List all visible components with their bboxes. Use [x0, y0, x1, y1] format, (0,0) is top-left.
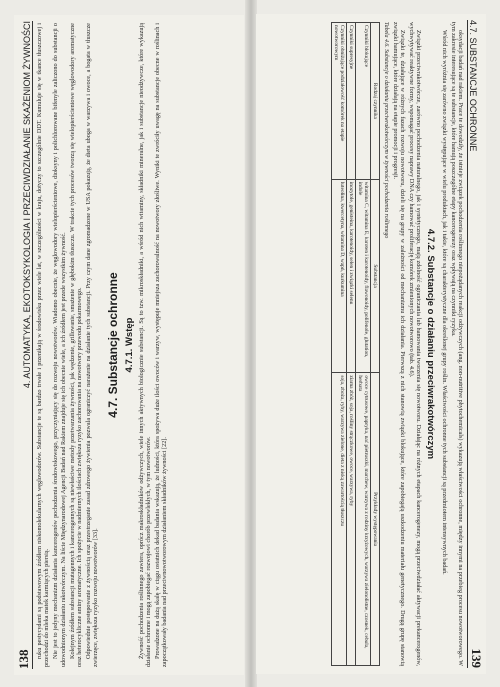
left-body	[36, 23, 238, 667]
right-paragraph: oksydacji badań nad rakiem. Prace te dowodziły, że istnieje związek pochodzenia roślinnego niepożądanych reakcji odżywczych (ang. non-nutritive phytochemicals) wykazują właściwości ochronne, między innymi na przebieg procesu nowotworowego. W tym zakresie interesujące są te substancje, które hamują poszczególne etapy kancerogenezy oraz wpływają na czynniki ryzyka.	[449, 22, 464, 666]
section-heading-4-7-2: 4.7.2. Substancje o działaniu przeciwrakotwórczym	[425, 228, 437, 460]
subsection-heading-4-7-1: 4.7.1. Wstęp	[123, 317, 135, 373]
left-page-number: 138	[16, 649, 31, 669]
table-cell: witamina C, witamina E, karoten i karotenoidy, flawonoidy, polifenole, glutation, indole	[356, 179, 371, 373]
left-paragraph: Nie jest to jedyny mechanizm działania kancerogenów pochodzenia środowiskowego, przyczyniający się do rozwoju nowotworów. Wiadomo obecnie, że węglowodory wielopierścieniowe, dioksyny i polichlorowane bifenyle zaliczono do substancji o udowodnionym działaniu rakotwórczym. Na liście Międzynarodowej Agencji Badań nad Rakiem znajduje się ich obecnie wiele, a ich źródłem jest przede wszystkim żywność.	[52, 23, 67, 667]
right-running-head	[467, 20, 482, 668]
table-cell: luteolina, kwercetyna, witamina D, wapń, kurkumina	[332, 179, 347, 373]
right-running-title: 4.7. SUBSTANCJE OCHRONNE	[468, 20, 478, 152]
table-cell: Czynniki blokujące	[356, 23, 371, 180]
table-cell: owoce cytrusowe, papryka, nać pietruszki, marchew, warzywa z rodziny krzyżowych, warzywa zielonolistne, czosnek, cebula, herbata	[356, 373, 371, 666]
table-cell: Czynniki supresyjne	[347, 23, 356, 180]
right-paragraph: Związki te, działające w różnych fazach rozwoju nowotworu, dzieli się na grupy w zależności od mechanizmu ich działania. Pierwszą z nich stanowią związki blokujące, które zapobiegają uszkodzeniu materiału genetycznego. Drugą grupę stanowią związki hamujące, które działają na etapie promocji i progresji.	[391, 22, 406, 666]
intro-paragraph: Żywność pochodzenia roślinnego zawiera, oprócz makroskładników odżywczych, wiele innych aktywnych biologicznie substancji. Są to tzw. mikroskładniki, a wśród nich witaminy, składniki mineralne, jak i substancje nieodżywcze, które wykazują działanie ochronne i mogą zapobiegać rozwojowi chorób przewlekłych, w tym nowotworów.	[137, 23, 152, 667]
table-cell: ziarna zbóż, soja, rośliny strączkowe, owoce, warzywa, ryby	[347, 373, 356, 666]
table-cell: inozytole, genisteina, karotenoidy, selen i związki selenu	[347, 179, 356, 373]
table-caption: Tabela 4.6. Substancje o działaniu przeciwrakotwórczym w żywności pochodzenia roślinnego	[382, 22, 389, 239]
left-running-head	[18, 21, 33, 669]
table-row	[347, 23, 356, 666]
right-page-number: 139	[469, 648, 484, 668]
table-header-cell: Substancja	[371, 179, 380, 373]
right-body	[262, 22, 464, 666]
left-paragraph: Kolejnym źródłem substancji mutagennych i kancerogennych są niewłaściwe metody przetwarzania żywności, jak wędzenie, grillowanie, smażenie w głębokim tłuszczu. W trakcie tych procesów tworzą się wielopierścieniowe węglowodory aromatyczne oraz heterocykliczne aminy aromatyczne. Ich spożycie w nadmiernych ilościach zwiększa ryzyko zachorowania na nowotwory przewodu pokarmowego.	[68, 23, 84, 667]
left-running-title: 4. AUTOMATYKA, EKOTOKSYKOLOGIA I PRZECIWDZIAŁANIE SKAŻENIOM ŻYWNOŚCI	[22, 21, 32, 389]
table-header-cell: Przykłady występowania	[371, 373, 380, 666]
table-header-cell: Rodzaj czynnika	[371, 23, 380, 180]
substances-table	[331, 22, 380, 666]
table-cell: soja, zboża, ryby, warzywa zielone, dieta z niską zawartością tłuszczu	[332, 373, 347, 666]
table-cell: Czynniki obniżające podziałowość komórek na etapie nowotworowym	[332, 23, 347, 180]
left-paragraph: Odpowiednie postępowanie z żywnością oraz przestrzeganie zasad zdrowego żywienia pozwala ograniczyć narażenie na działanie tych substancji. Przy czym dane zgromadzone w USA pokazują, że dieta uboga w warzywa i owoce, a bogata w tłuszcze zwierzęce, zwiększa ryzyko rozwoju nowotworów [33].	[85, 23, 100, 667]
table-row	[332, 23, 347, 666]
right-page	[256, 14, 486, 674]
section-heading-4-7: 4.7. Substancje ochronne	[105, 272, 120, 418]
left-paragraph: ruku pestycydami są podstawowym źródłem niskomolekularnych węglowodorów. Substancje te są bardzo trwałe i przenikają w środowisku przez wiele lat, w szczególności w kraju, dotyczy to szczególnie DDT. Kumuluje się w tkance tłuszczowej i przechodzi do mleka matek karmiących piersią.	[36, 23, 51, 667]
table-header-row	[371, 23, 380, 666]
table-row	[356, 23, 371, 666]
right-paragraph: Związki przeciwrakotwórcze, zarówno pochodzenia naturalnego, jak i syntetycznego, mają zdolność ograniczania lub hamowania tworzenia się nowotworu. Działając na różnych etapach kancerogenezy, mogą przeciwdziałać aktywacji prekancerogenów, wychwytywać reaktywne formy, wspomagać procesy naprawy DNA czy hamować proliferację komórek zmienionych nowotworowo (tab. 4.6).	[408, 22, 423, 666]
intro-paragraph: Prowadzone na dużą skalę w ciągu ostatnich dekad badania wskazują, że ludności, która spożywa duże ilości owoców i warzyw, występuje mniejsza zachorowalność na nowotwory złośliwe. Wyniki te zwróciły uwagę na substancje obecne w roślinach i zapoczątkowały badania nad przeciwnowotworowym działaniem składników żywności [22].	[154, 23, 169, 667]
right-paragraph: Wśród nich wyróżnia się zarówno związki występujące w wielu produktach, jak i takie, które są charakterystyczne dla określonej grupy roślin. Właściwości ochronne tych substancji są przedmiotem intensywnych badań.	[440, 30, 448, 575]
left-page	[14, 15, 244, 675]
